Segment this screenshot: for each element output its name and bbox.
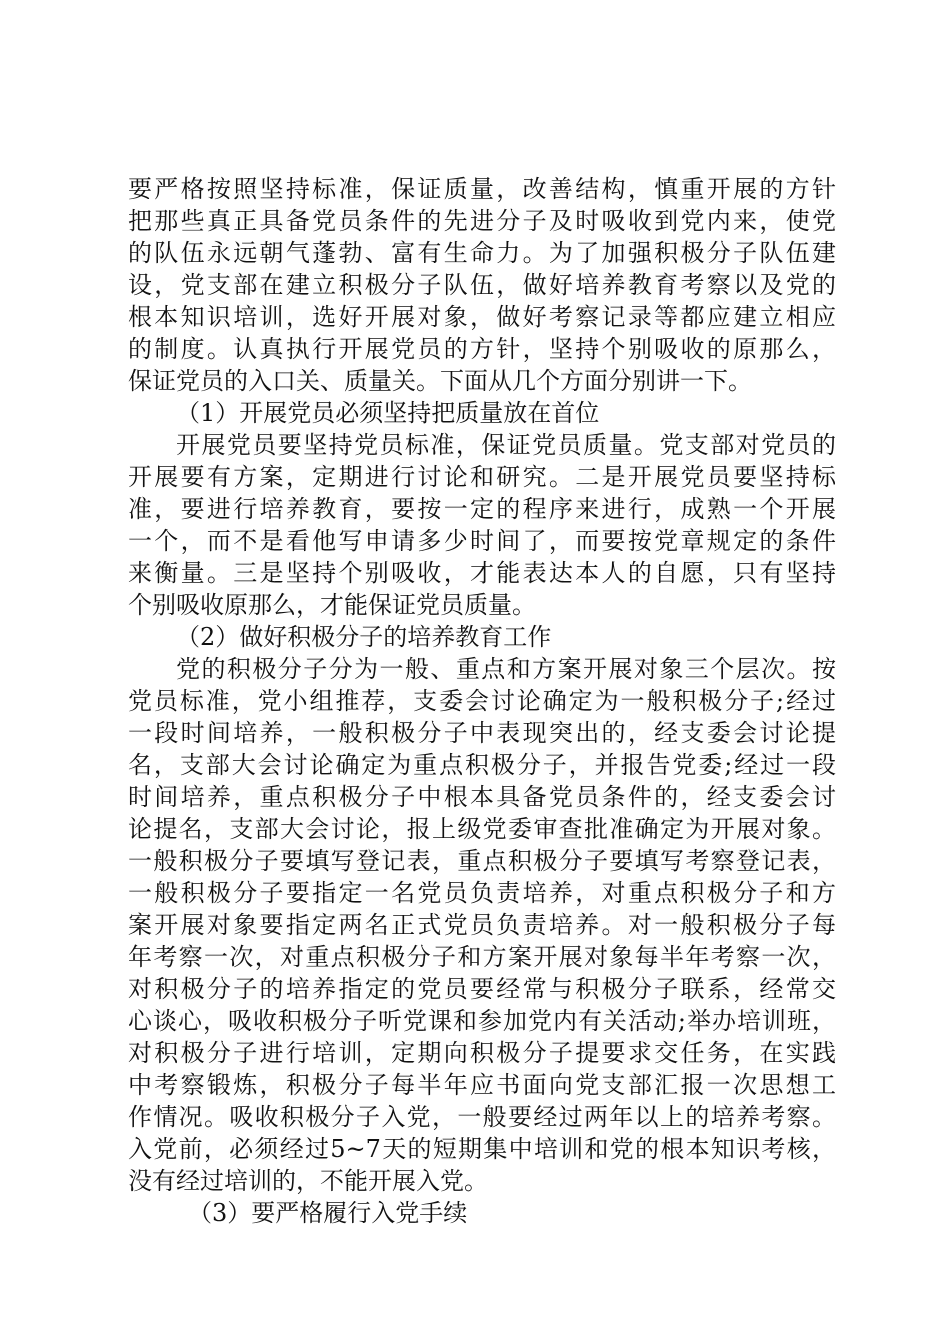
paragraph-line: 保证党员的入口关、质量关。下面从几个方面分别讲一下。	[128, 367, 752, 395]
paragraph-line: 来衡量。三是坚持个别吸收，才能表达本人的自愿，只有坚持	[128, 559, 836, 587]
section-heading-2: （2）做好积极分子的培养教育工作	[176, 623, 552, 651]
paragraph-line: 一般积极分子要指定一名党员负责培养，对重点积极分子和方	[128, 879, 836, 907]
paragraph-line: 要严格按照坚持标准，保证质量，改善结构，慎重开展的方针	[128, 175, 836, 203]
paragraph-line: 时间培养，重点积极分子中根本具备党员条件的，经支委会讨	[128, 783, 836, 811]
paragraph-line: 开展党员要坚持党员标准，保证党员质量。党支部对党员的	[176, 431, 836, 459]
paragraph-line: 一个，而不是看他写申请多少时间了，而要按党章规定的条件	[128, 527, 836, 555]
paragraph-line: 案开展对象要指定两名正式党员负责培养。对一般积极分子每	[128, 911, 836, 939]
paragraph-line: 论提名，支部大会讨论，报上级党委审查批准确定为开展对象。	[128, 815, 836, 843]
paragraph-line: 一段时间培养，一般积极分子中表现突出的，经支委会讨论提	[128, 719, 836, 747]
paragraph-line: 设，党支部在建立积极分子队伍，做好培养教育考察以及党的	[128, 271, 836, 299]
paragraph-line: 根本知识培训，选好开展对象，做好考察记录等都应建立相应	[128, 303, 836, 331]
paragraph-line: 名，支部大会讨论确定为重点积极分子，并报告党委;经过一段	[128, 751, 836, 779]
paragraph-line: 的队伍永远朝气蓬勃、富有生命力。为了加强积极分子队伍建	[128, 239, 836, 267]
paragraph-line: 准，要进行培养教育，要按一定的程序来进行，成熟一个开展	[128, 495, 836, 523]
paragraph-line: 一般积极分子要填写登记表，重点积极分子要填写考察登记表，	[128, 847, 836, 875]
paragraph-line: 没有经过培训的，不能开展入党。	[128, 1167, 488, 1195]
paragraph-line: 的制度。认真执行开展党员的方针，坚持个别吸收的原那么，	[128, 335, 836, 363]
section-heading-3: （3）要严格履行入党手续	[188, 1199, 468, 1227]
paragraph-line: 党的积极分子分为一般、重点和方案开展对象三个层次。按	[176, 655, 836, 683]
paragraph-line: 心谈心，吸收积极分子听党课和参加党内有关活动;举办培训班，	[128, 1007, 836, 1035]
paragraph-line: 入党前，必须经过5~7天的短期集中培训和党的根本知识考核，	[128, 1135, 836, 1163]
section-heading-1: （1）开展党员必须坚持把质量放在首位	[176, 399, 600, 427]
paragraph-line: 中考察锻炼，积极分子每半年应书面向党支部汇报一次思想工	[128, 1071, 836, 1099]
paragraph-line: 开展要有方案，定期进行讨论和研究。二是开展党员要坚持标	[128, 463, 836, 491]
paragraph-line: 把那些真正具备党员条件的先进分子及时吸收到党内来，使党	[128, 207, 836, 235]
paragraph-line: 个别吸收原那么，才能保证党员质量。	[128, 591, 536, 619]
paragraph-line: 对积极分子的培养指定的党员要经常与积极分子联系，经常交	[128, 975, 836, 1003]
document-body	[128, 173, 836, 1229]
paragraph-line: 年考察一次，对重点积极分子和方案开展对象每半年考察一次，	[128, 943, 836, 971]
paragraph-line: 对积极分子进行培训，定期向积极分子提要求交任务，在实践	[128, 1039, 836, 1067]
paragraph-line: 作情况。吸收积极分子入党，一般要经过两年以上的培养考察。	[128, 1103, 836, 1131]
paragraph-line: 党员标准，党小组推荐，支委会讨论确定为一般积极分子;经过	[128, 687, 836, 715]
